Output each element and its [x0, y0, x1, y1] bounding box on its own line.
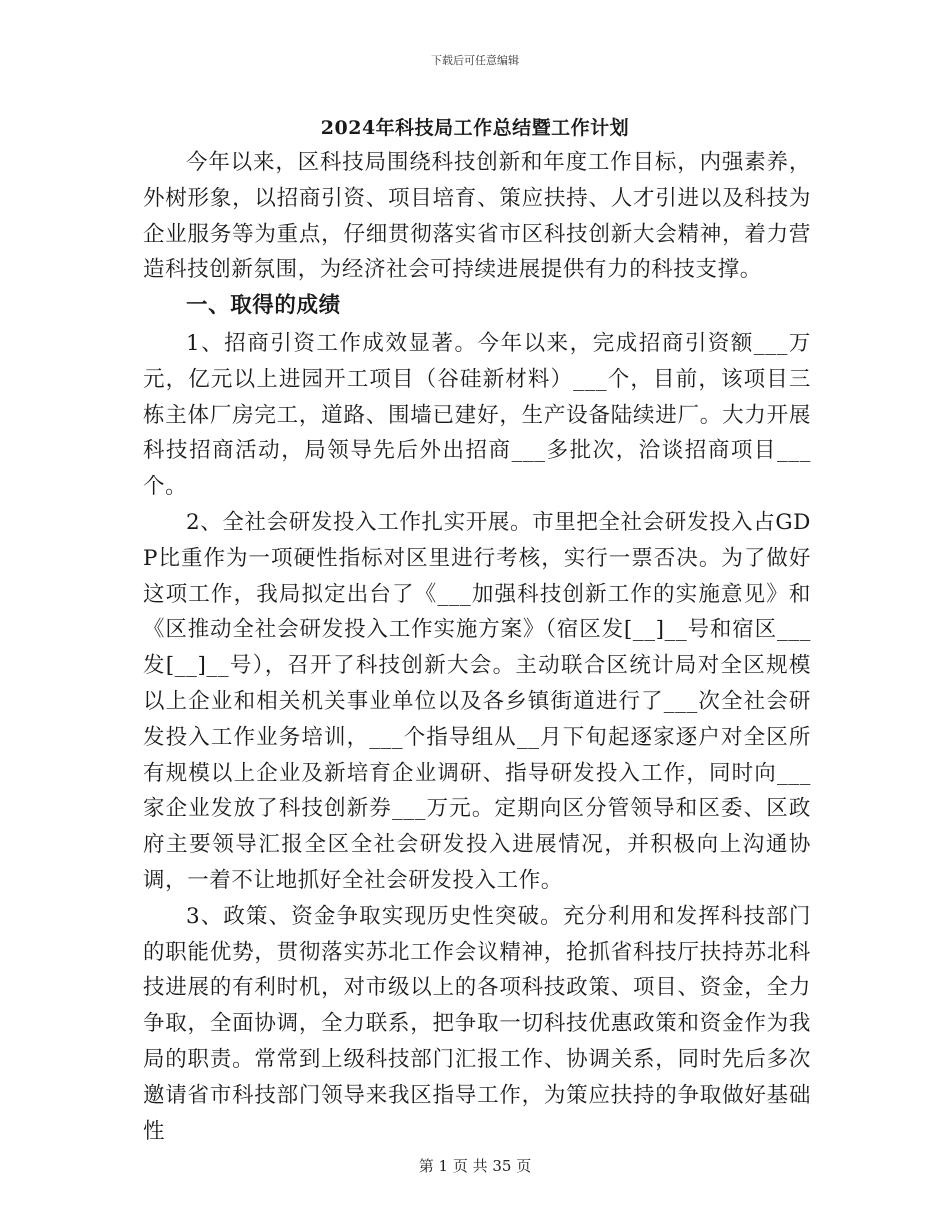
document-body [143, 145, 811, 1149]
page-number: 第 1 页 共 35 页 [418, 1157, 532, 1175]
paragraph-policy-funding: 3、政策、资金争取实现历史性突破。充分利用和发挥科技部门的职能优势，贯彻落实苏北工作会议精神，抢抓省科技厅扶持苏北科技进展的有利时机，对市级以上的各项科技政策、项目、资金，全力争取，全面协调，全力联系，把争取一切科技优惠政策和资金作为我局的职责。常常到上级科技部门汇报工作、协调关系，同时先后多次邀请省市科技部门领导来我区指导工作，为策应扶持的争取做好基础性 [143, 903, 811, 1144]
document-title: 2024年科技局工作总结暨工作计划 [320, 117, 630, 139]
page-header-note: 下载后可任意编辑 [431, 54, 519, 67]
intro-paragraph: 今年以来，区科技局围绕科技创新和年度工作目标，内强素养，外树形象，以招商引资、项目培育、策应扶持、人才引进以及科技为企业服务等为重点，仔细贯彻落实省市区科技创新大会精神，着力营造科技创新氛围，为经济社会可持续进展提供有力的科技支撑。 [143, 150, 811, 283]
paragraph-rnd-investment: 2、全社会研发投入工作扎实开展。市里把全社会研发投入占GDP比重作为一项硬性指标对区里进行考核，实行一票否决。为了做好这项工作，我局拟定出台了《___加强科技创新工作的实施意见》和《区推动全社会研发投入工作实施方案》（宿区发[__]__号和宿区___发[__]__号），召开了科技创新大会。主动联合区统计局对全区规模以上企业和相关机关事业单位以及各乡镇街道进行了___次全社会研发投入工作业务培训，___个指导组从__月下旬起逐家逐户对全区所有规模以上企业及新培育企业调研、指导研发投入工作，同时向___家企业发放了科技创新券___万元。定期向区分管领导和区委、区政府主要领导汇报全区全社会研发投入进展情况，并积极向上沟通协调，一着不让地抓好全社会研发投入工作。 [143, 509, 811, 893]
paragraph-investment: 1、招商引资工作成效显著。今年以来，完成招商引资额___万元，亿元以上进园开工项目（谷硅新材料）___个，目前，该项目三栋主体厂房完工，道路、围墙已建好，生产设备陆续进厂。大力开展科技招商活动，局领导先后外出招商___多批次，洽谈招商项目___个。 [143, 330, 811, 500]
section-heading-achievements: 一、取得的成绩 [186, 293, 341, 319]
